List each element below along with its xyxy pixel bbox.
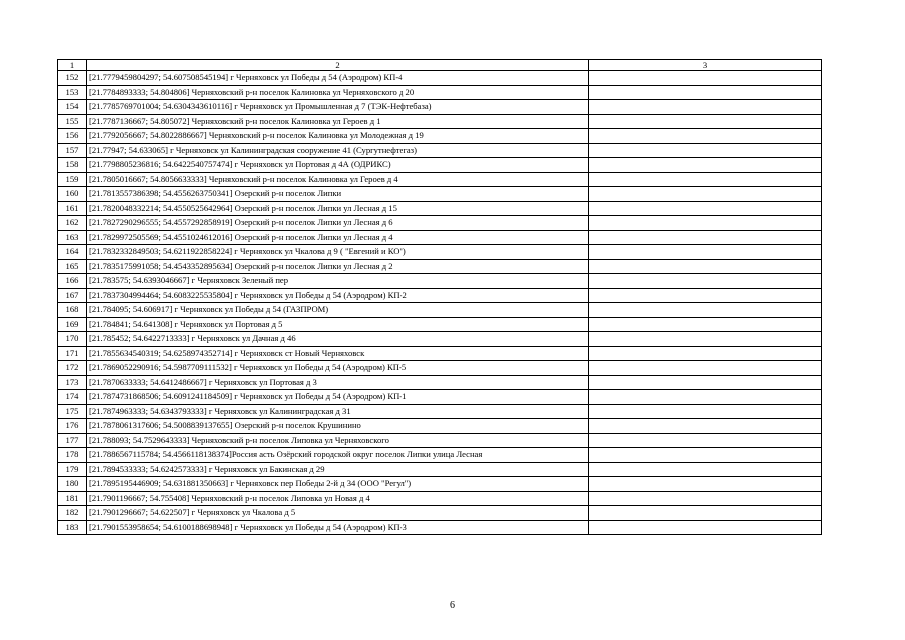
row-empty-cell	[589, 433, 822, 448]
table-row	[58, 158, 822, 173]
row-empty-cell	[589, 375, 822, 390]
row-address-cell: [21.7827290296555; 54.4557292858919] Озерский р-н поселок Липки ул Лесная д 6	[87, 216, 589, 231]
row-number-cell: 153	[58, 85, 87, 100]
row-empty-cell	[589, 216, 822, 231]
table-row	[58, 346, 822, 361]
row-number-cell: 181	[58, 491, 87, 506]
row-empty-cell	[589, 172, 822, 187]
table-row	[58, 245, 822, 260]
row-address-cell: [21.7813557386398; 54.4556263750341] Озерский р-н поселок Липки	[87, 187, 589, 202]
row-address-cell: [21.783575; 54.6393046667] г Черняховск Зеленый пер	[87, 274, 589, 289]
table-row	[58, 375, 822, 390]
row-number-cell: 172	[58, 361, 87, 376]
row-number-cell: 170	[58, 332, 87, 347]
table-row	[58, 477, 822, 492]
row-empty-cell	[589, 100, 822, 115]
table-row	[58, 172, 822, 187]
row-number-cell: 167	[58, 288, 87, 303]
row-address-cell: [21.7787136667; 54.805072] Черняховский р-н поселок Калиновка ул Героев д 1	[87, 114, 589, 129]
row-empty-cell	[589, 129, 822, 144]
row-number-cell: 174	[58, 390, 87, 405]
table-row	[58, 520, 822, 535]
row-number-cell: 166	[58, 274, 87, 289]
row-number-cell: 158	[58, 158, 87, 173]
row-number-cell: 175	[58, 404, 87, 419]
row-address-cell: [21.7835175991058; 54.4543352895634] Озерский р-н поселок Липки ул Лесная д 2	[87, 259, 589, 274]
row-empty-cell	[589, 230, 822, 245]
table-row	[58, 259, 822, 274]
row-number-cell: 173	[58, 375, 87, 390]
table-row	[58, 433, 822, 448]
row-empty-cell	[589, 404, 822, 419]
table-row	[58, 129, 822, 144]
row-empty-cell	[589, 477, 822, 492]
row-number-cell: 183	[58, 520, 87, 535]
row-empty-cell	[589, 448, 822, 463]
row-address-cell: [21.7895195446909; 54.631881350663] г Черняховск пер Победы 2-й д 34 (ООО "Регул")	[87, 477, 589, 492]
column-header: 2	[87, 60, 589, 71]
row-address-cell: [21.7886567115784; 54.4566118138374]Россия асть Озёрский городской округ поселок Липки улица Лесная	[87, 448, 589, 463]
row-number-cell: 177	[58, 433, 87, 448]
row-address-cell: [21.7878061317606; 54.5008839137655] Озерский р-н поселок Крушинино	[87, 419, 589, 434]
table-row	[58, 201, 822, 216]
row-empty-cell	[589, 245, 822, 260]
table-row	[58, 71, 822, 86]
page-number: 6	[450, 600, 455, 611]
table-row	[58, 462, 822, 477]
row-number-cell: 176	[58, 419, 87, 434]
row-empty-cell	[589, 332, 822, 347]
row-empty-cell	[589, 346, 822, 361]
column-header: 1	[58, 60, 87, 71]
row-address-cell: [21.7829972505569; 54.4551024612016] Озерский р-н поселок Липки ул Лесная д 4	[87, 230, 589, 245]
row-number-cell: 157	[58, 143, 87, 158]
table-row	[58, 361, 822, 376]
row-number-cell: 168	[58, 303, 87, 318]
row-empty-cell	[589, 506, 822, 521]
table-row	[58, 448, 822, 463]
row-address-cell: [21.7805016667; 54.8056633333] Черняховский р-н поселок Калиновка ул Героев д 4	[87, 172, 589, 187]
row-address-cell: [21.7820048332214; 54.4550525642964] Озерский р-н поселок Липки ул Лесная д 15	[87, 201, 589, 216]
table-row	[58, 491, 822, 506]
row-address-cell: [21.7870633333; 54.6412486667] г Черняховск ул Портовая д 3	[87, 375, 589, 390]
row-number-cell: 163	[58, 230, 87, 245]
row-number-cell: 165	[58, 259, 87, 274]
row-address-cell: [21.7901196667; 54.755408] Черняховский р-н поселок Липовка ул Новая д 4	[87, 491, 589, 506]
row-empty-cell	[589, 274, 822, 289]
table-row	[58, 274, 822, 289]
row-address-cell: [21.785452; 54.6422713333] г Черняховск ул Дачная д 46	[87, 332, 589, 347]
row-number-cell: 169	[58, 317, 87, 332]
row-address-cell: [21.7901296667; 54.622507] г Черняховск ул Чкалова д 5	[87, 506, 589, 521]
row-empty-cell	[589, 259, 822, 274]
column-header: 3	[589, 60, 822, 71]
table-row	[58, 114, 822, 129]
row-empty-cell	[589, 361, 822, 376]
row-empty-cell	[589, 187, 822, 202]
row-address-cell: [21.7785769701004; 54.6304343610116] г Черняховск ул Промышленная д 7 (ТЭК-Нефтебаза)	[87, 100, 589, 115]
coordinates-table	[57, 59, 822, 535]
row-number-cell: 162	[58, 216, 87, 231]
row-address-cell: [21.7894533333; 54.6242573333] г Черняховск ул Бакинская д 29	[87, 462, 589, 477]
table-header-row	[58, 60, 822, 71]
row-empty-cell	[589, 419, 822, 434]
table-row	[58, 100, 822, 115]
row-address-cell: [21.7855634540319; 54.6258974352714] г Черняховск ст Новый Черняховск	[87, 346, 589, 361]
table-row	[58, 332, 822, 347]
row-number-cell: 160	[58, 187, 87, 202]
row-number-cell: 152	[58, 71, 87, 86]
row-empty-cell	[589, 143, 822, 158]
row-number-cell: 180	[58, 477, 87, 492]
table-row	[58, 216, 822, 231]
table-row	[58, 419, 822, 434]
row-address-cell: [21.7784893333; 54.804806] Черняховский р-н поселок Калиновка ул Черняховского д 20	[87, 85, 589, 100]
row-empty-cell	[589, 317, 822, 332]
table-row	[58, 143, 822, 158]
row-number-cell: 182	[58, 506, 87, 521]
row-number-cell: 154	[58, 100, 87, 115]
row-address-cell: [21.7901553958654; 54.6100188698948] г Черняховск ул Победы д 54 (Аэродром) КП-3	[87, 520, 589, 535]
row-address-cell: [21.77947; 54.633065] г Черняховск ул Калининградская сооружение 41 (Сургутнефтегаз)	[87, 143, 589, 158]
row-empty-cell	[589, 85, 822, 100]
row-number-cell: 161	[58, 201, 87, 216]
row-address-cell: [21.7779459804297; 54.607508545194] г Черняховск ул Победы д 54 (Аэродром) КП-4	[87, 71, 589, 86]
table-row	[58, 317, 822, 332]
table-row	[58, 187, 822, 202]
table-row	[58, 230, 822, 245]
row-empty-cell	[589, 303, 822, 318]
row-address-cell: [21.7832332849503; 54.6211922858224] г Черняховск ул Чкалова д 9 ( "Евгений и КО")	[87, 245, 589, 260]
row-number-cell: 159	[58, 172, 87, 187]
row-address-cell: [21.7874731868506; 54.6091241184509] г Черняховск ул Победы д 54 (Аэродром) КП-1	[87, 390, 589, 405]
row-number-cell: 155	[58, 114, 87, 129]
table-row	[58, 404, 822, 419]
table-row	[58, 390, 822, 405]
row-empty-cell	[589, 201, 822, 216]
row-number-cell: 156	[58, 129, 87, 144]
table-row	[58, 303, 822, 318]
table-row	[58, 506, 822, 521]
row-number-cell: 178	[58, 448, 87, 463]
row-address-cell: [21.7874963333; 54.6343793333] г Черняховск ул Калининградская д 31	[87, 404, 589, 419]
row-empty-cell	[589, 462, 822, 477]
row-empty-cell	[589, 158, 822, 173]
row-empty-cell	[589, 491, 822, 506]
row-address-cell: [21.7798805236816; 54.6422540757474] г Черняховск ул Портовая д 4А (ОДРИКС)	[87, 158, 589, 173]
row-address-cell: [21.784095; 54.606917] г Черняховск ул Победы д 54 (ГАЗПРОМ)	[87, 303, 589, 318]
table-row	[58, 288, 822, 303]
row-empty-cell	[589, 288, 822, 303]
row-empty-cell	[589, 520, 822, 535]
row-address-cell: [21.7869052290916; 54.5987709111532] г Черняховск ул Победы д 54 (Аэродром) КП-5	[87, 361, 589, 376]
row-number-cell: 171	[58, 346, 87, 361]
row-address-cell: [21.788093; 54.7529643333] Черняховский р-н поселок Липовка ул Черняховского	[87, 433, 589, 448]
table-row	[58, 85, 822, 100]
row-address-cell: [21.7837304994464; 54.6083225535804] г Черняховск ул Победы д 54 (Аэродром) КП-2	[87, 288, 589, 303]
row-number-cell: 179	[58, 462, 87, 477]
row-address-cell: [21.784841; 54.641308] г Черняховск ул Портовая д 5	[87, 317, 589, 332]
row-number-cell: 164	[58, 245, 87, 260]
row-empty-cell	[589, 71, 822, 86]
row-empty-cell	[589, 390, 822, 405]
row-address-cell: [21.7792056667; 54.8022886667] Черняховский р-н поселок Калиновка ул Молодежная д 19	[87, 129, 589, 144]
row-empty-cell	[589, 114, 822, 129]
